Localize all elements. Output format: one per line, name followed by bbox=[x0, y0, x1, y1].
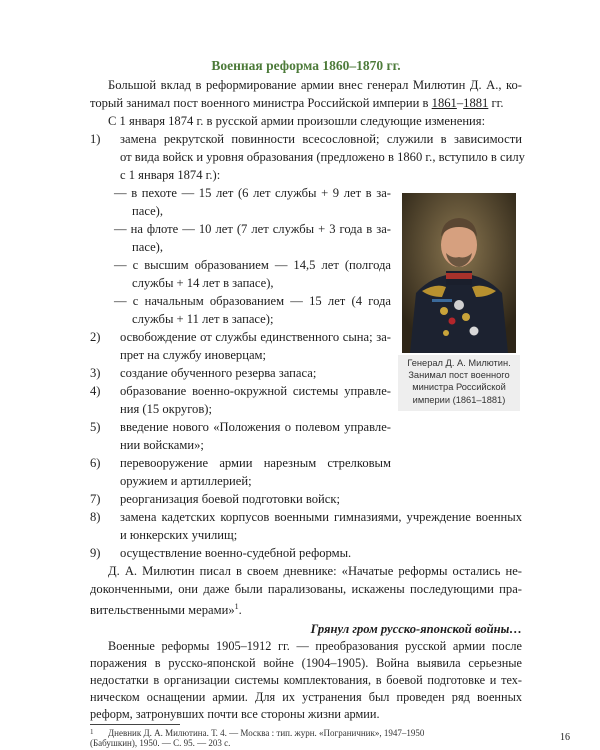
list-item-8-line-1: замена кадетских корпусов военными гимназиями, учреждение военных bbox=[120, 510, 522, 524]
year-dash: – bbox=[456, 96, 464, 110]
list-item-1-line-2: от вида войск и уровня образования (предложено в 1860 г., вступило в силу bbox=[120, 150, 525, 164]
caption-line-4: империи (1861–1881) bbox=[412, 394, 506, 405]
list-item-3-line-1: создание обученного резерва запаса; bbox=[120, 366, 317, 380]
quote-line-3 bbox=[90, 598, 242, 619]
subheading: Грянул гром русско-японской войны… bbox=[310, 622, 522, 636]
subitem-primary-edu-line-1: — с начальным образованием — 15 лет (4 года bbox=[114, 294, 391, 308]
section-title: Военная реформа 1860–1870 гг. bbox=[211, 58, 401, 73]
caption-line-1: Генерал Д. А. Милютин. bbox=[407, 358, 511, 368]
quote-end: . bbox=[238, 603, 242, 618]
page-number: 16 bbox=[560, 732, 570, 743]
quote-line-2: доконченными, они даже были парализованы, искажены последующими пра- bbox=[90, 582, 522, 596]
paragraph-intro-line-2 bbox=[90, 94, 522, 112]
list-number-4: 4) bbox=[90, 384, 101, 398]
paragraph-changes-intro: С 1 января 1874 г. в русской армии произошли следующие изменения: bbox=[108, 114, 486, 128]
paragraph-reforms-line-2: поражения в русско-японской войне (1904–1905). Война выявила серьезные bbox=[90, 656, 522, 670]
list-item-5-line-1: введение нового «Положения о полевом управле- bbox=[120, 420, 391, 434]
list-item-1-line-1: замена рекрутской повинности всесословной; служили в зависимости bbox=[120, 132, 522, 146]
list-item-4-line-1: образование военно-окружной системы управле- bbox=[120, 384, 391, 398]
list-number-3: 3) bbox=[90, 366, 101, 380]
intro-text: торый занимал пост военного министра Российской империи в bbox=[90, 96, 429, 110]
paragraph-reforms-line-4: ническом оснащении армии. Для их устранения был проведен ряд военных bbox=[90, 690, 522, 704]
portrait-image bbox=[402, 193, 516, 353]
paragraph-reforms-line-1: Военные реформы 1905–1912 гг. — преобразования русской армии после bbox=[108, 639, 522, 653]
subitem-higher-edu-line-2: службы + 14 лет в запасе), bbox=[132, 276, 274, 290]
list-item-6-line-2: оружием и артиллерией; bbox=[120, 474, 252, 488]
list-number-1: 1) bbox=[90, 132, 101, 146]
year-end-link[interactable]: 1881 bbox=[463, 96, 489, 110]
list-item-9-line-1: осуществление военно-судебной реформы. bbox=[120, 546, 352, 560]
subitem-infantry-line-1: — в пехоте — 15 лет (6 лет службы + 9 лет в за- bbox=[114, 186, 391, 200]
list-item-7-line-1: реорганизация боевой подготовки войск; bbox=[120, 492, 340, 506]
general-portrait-icon bbox=[402, 193, 516, 353]
list-item-5-line-2: нии войсками»; bbox=[120, 438, 204, 452]
subitem-primary-edu-line-2: службы + 11 лет в запасе); bbox=[132, 312, 274, 326]
list-item-6-line-1: перевооружение армии нарезным стрелковым bbox=[120, 456, 391, 470]
paragraph-reforms-line-3: недостатки в организации системы комплектования, в боевой подготовке и тех- bbox=[90, 673, 522, 687]
list-number-6: 6) bbox=[90, 456, 101, 470]
years-abbr: гг. bbox=[491, 96, 504, 110]
subitem-navy-line-1: — на флоте — 10 лет (7 лет службы + 3 года в за- bbox=[114, 222, 391, 236]
list-number-7: 7) bbox=[90, 492, 101, 506]
list-item-2-line-2: прет на службу иноверцам; bbox=[120, 348, 267, 362]
list-item-2-line-1: освобождение от службы единственного сына; за- bbox=[120, 330, 391, 344]
footnote-divider bbox=[90, 724, 180, 725]
subitem-infantry-line-2: пасе), bbox=[132, 204, 164, 218]
footnote-line-2: (Бабушкин), 1950. — С. 95. — 203 с. bbox=[90, 738, 231, 748]
caption-line-3: министра Российской bbox=[412, 382, 506, 393]
subitem-navy-line-2: пасе), bbox=[132, 240, 164, 254]
list-number-2: 2) bbox=[90, 330, 101, 344]
footnote-ref[interactable]: 1 bbox=[234, 602, 239, 611]
caption-line-2: Занимал пост военного bbox=[408, 370, 510, 381]
list-item-4-line-2: ния (15 округов); bbox=[120, 402, 212, 416]
portrait-caption bbox=[400, 357, 518, 406]
list-number-5: 5) bbox=[90, 420, 101, 434]
footnote-mark-number: 1 bbox=[90, 728, 94, 736]
list-item-1-line-3: с 1 января 1874 г.): bbox=[120, 168, 221, 182]
subitem-higher-edu-line-1: — с высшим образованием — 14,5 лет (полгода bbox=[114, 258, 391, 272]
list-number-8: 8) bbox=[90, 510, 101, 524]
quote-line-3-text: вительственными мерами» bbox=[90, 603, 235, 618]
list-number-9: 9) bbox=[90, 546, 101, 560]
footnote-line-1: Дневник Д. А. Милютина. Т. 4. — Москва : тип. журн. «Пограничник», 1947–1950 bbox=[108, 728, 425, 738]
year-start-link[interactable]: 1861 bbox=[431, 96, 457, 110]
quote-line-1: Д. А. Милютин писал в своем дневнике: «Начатые реформы остались не- bbox=[108, 564, 522, 578]
list-item-8-line-2: и юнкерских училищ; bbox=[120, 528, 238, 542]
paragraph-reforms-line-5: реформ, затронувших почти все стороны жизни армии. bbox=[90, 707, 380, 721]
paragraph-intro-line-1: Большой вклад в реформирование армии внес генерал Милютин Д. А., ко- bbox=[108, 78, 522, 92]
